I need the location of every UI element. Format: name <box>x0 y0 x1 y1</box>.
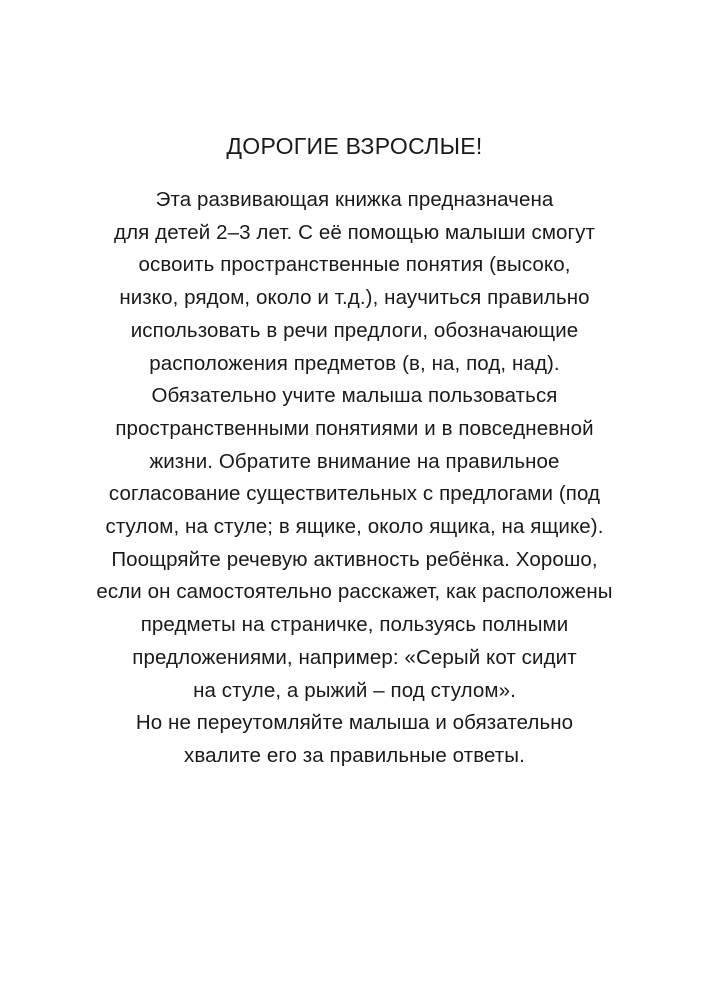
text-line: Эта развивающая книжка предназначена <box>155 188 554 211</box>
text-line: Но не переутомляйте малыша и обязательно <box>135 711 574 735</box>
text-line: согласование существительных с предлогами (под <box>108 482 601 506</box>
text-line: Поощряйте речевую активность ребёнка. Хорошо, <box>111 547 598 571</box>
text-line: на стуле, а рыжий – под стулом». <box>193 678 516 702</box>
text-line: предложениями, например: «Серый кот сидит <box>132 645 577 669</box>
text-line: расположения предметов (в, на, под, над). <box>149 351 560 375</box>
text-line: стулом, на стуле; в ящике, около ящика, на ящике). <box>105 515 604 539</box>
text-line: жизни. Обратите внимание на правильное <box>149 449 560 473</box>
text-line: Обязательно учите малыша пользоваться <box>151 384 558 408</box>
page-title: ДОРОГИЕ ВЗРОСЛЫЕ! <box>226 133 483 159</box>
text-line: предметы на страничке, пользуясь полными <box>140 613 569 637</box>
body-text <box>20 184 689 773</box>
text-line: низко, рядом, около и т.д.), научиться правильно <box>119 286 590 310</box>
text-line: хвалите его за правильные ответы. <box>184 743 525 767</box>
text-line: использовать в речи предлоги, обозначающие <box>130 318 579 342</box>
text-line: пространственными понятиями и в повседневной <box>115 416 594 440</box>
text-line: если он самостоятельно расскажет, как расположены <box>96 580 613 604</box>
text-line: освоить пространственные понятия (высоко, <box>138 253 571 277</box>
text-line: для детей 2–3 лет. С её помощью малыши смогут <box>114 220 595 244</box>
